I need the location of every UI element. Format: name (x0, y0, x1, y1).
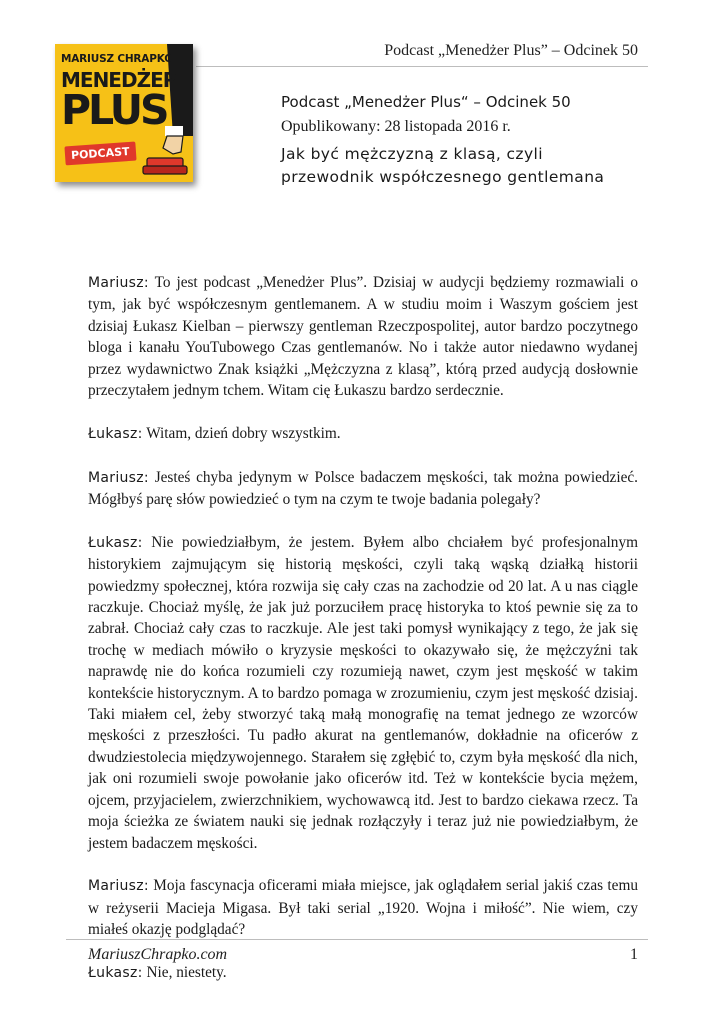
transcript-paragraph (88, 532, 638, 854)
speaker-label: Łukasz: (88, 964, 143, 981)
utterance-text: Nie powiedziałbym, że jestem. Byłem albo chciałem być profesjonalnym historykiem zajmującym się historią męskości, czyli taką wąską działką historii powiedzmy społecznej, która rozwija się cały czas na zachodzie od 20 lat. A u nas ciągle raczkuje. Chociaż myślę, że jak już porzuciłem pracę historyka to ktoś pewnie się za to zabrał. Chociaż cały czas to raczkuje. Ale jest taki pomysł wynikający z tego, że jak się trochę w mediach mówiło o kryzysie męskości to okazywało się, że mężczyźni tak naprawdę nie do końca rozumieli czy rozumieją nawet, czym jest męskość w takim kontekście historycznym. A to bardzo pomaga w zrozumieniu, czym jest męskość dzisiaj. Taki miałem cel, żeby stworzyć taką małą monografię na temat jednego ze wzorców męskości z przeszłości. Tu padło akurat na gentlemanów, dokładnie na oficerów z dwudziestolecia międzywojennego. Starałem się zgłębić to, czym była męskość dla nich, jak oni rozumieli swoje powołanie jako oficerów itd. Też w kontekście bycia mężem, ojcem, przyjacielem, zwierzchnikiem, wychowawcą itd. Jest to bardzo ciekawa rzecz. Ta moja ścieżka ze światem nauki się jednak rozłączyły i teraz już nie powiedziałbym, że jestem badaczem męskości. (88, 533, 639, 852)
utterance-text: Witam, dzień dobry wszystkim. (146, 424, 341, 442)
speaker-label: Mariusz: (88, 275, 149, 291)
utterance-text: To jest podcast „Menedżer Plus”. Dzisiaj w audycji będziemy rozmawiali o tym, jak być współczesnym gentlemanem. A w studiu moim i Waszym gościem jest dzisiaj Łukasz Kielban – pierwszy gentleman Rzeczpospolitej, autor bardzo poczytnego bloga i kanału YouTubowego Czas gentlemanów. No i także autor niedawno wydanej przez wydawnictwo Znak książki „Mężczyzna z klasą”, którą przed audycją dosłownie przeczytałem jednym tchem. Witam cię Łukaszu bardzo serdecznie. (88, 274, 638, 400)
cover-title-line2: PLUS (61, 86, 167, 134)
document-title: Podcast „Menedżer Plus“ – Odcinek 50 (281, 93, 571, 111)
speaker-label: Mariusz: (88, 469, 149, 486)
footer-website: MariuszChrapko.com (88, 946, 228, 963)
cover-podcast-badge: PODCAST (64, 142, 136, 166)
cuff-shape (165, 126, 183, 136)
speaker-label: Łukasz: (88, 425, 143, 442)
cover-title-line1: MENEDŻER (61, 68, 178, 92)
header-divider (196, 66, 648, 67)
transcript-paragraph (88, 875, 638, 940)
footer-divider (66, 939, 648, 940)
running-header: Podcast „Menedżer Plus” – Odcinek 50 (384, 42, 638, 59)
transcript-paragraph (88, 962, 638, 984)
transcript (88, 272, 638, 1006)
speaker-label: Mariusz: (88, 878, 149, 895)
utterance-text: Jesteś chyba jedynym w Polsce badaczem męskości, tak można powiedzieć. Mógłbyś parę słów powiedzieć o tym na czym te twoje badania polegały? (88, 468, 638, 509)
publication-date: Opublikowany: 28 listopada 2016 r. (281, 118, 511, 135)
transcript-paragraph (88, 423, 638, 445)
cover-author: MARIUSZ CHRAPKO (61, 53, 173, 65)
utterance-text: Moja fascynacja oficerami miała miejsce, jak oglądałem serial jakiś czas temu w reżyserii Macieja Migasa. Był taki serial „1920. Wojna i miłość”. Nie wiem, czy miałeś okazję podglądać? (88, 877, 638, 939)
speaker-label: Łukasz: (88, 534, 143, 551)
podcast-cover-logo (55, 44, 193, 182)
page-number: 1 (630, 946, 638, 963)
utterance-text: Nie, niestety. (146, 963, 227, 981)
transcript-paragraph (88, 467, 638, 511)
hand-shape (163, 136, 183, 154)
document-subtitle: Jak być mężczyzną z klasą, czyli przewodnik współczesnego gentlemana (281, 145, 605, 186)
transcript-paragraph (88, 272, 638, 401)
